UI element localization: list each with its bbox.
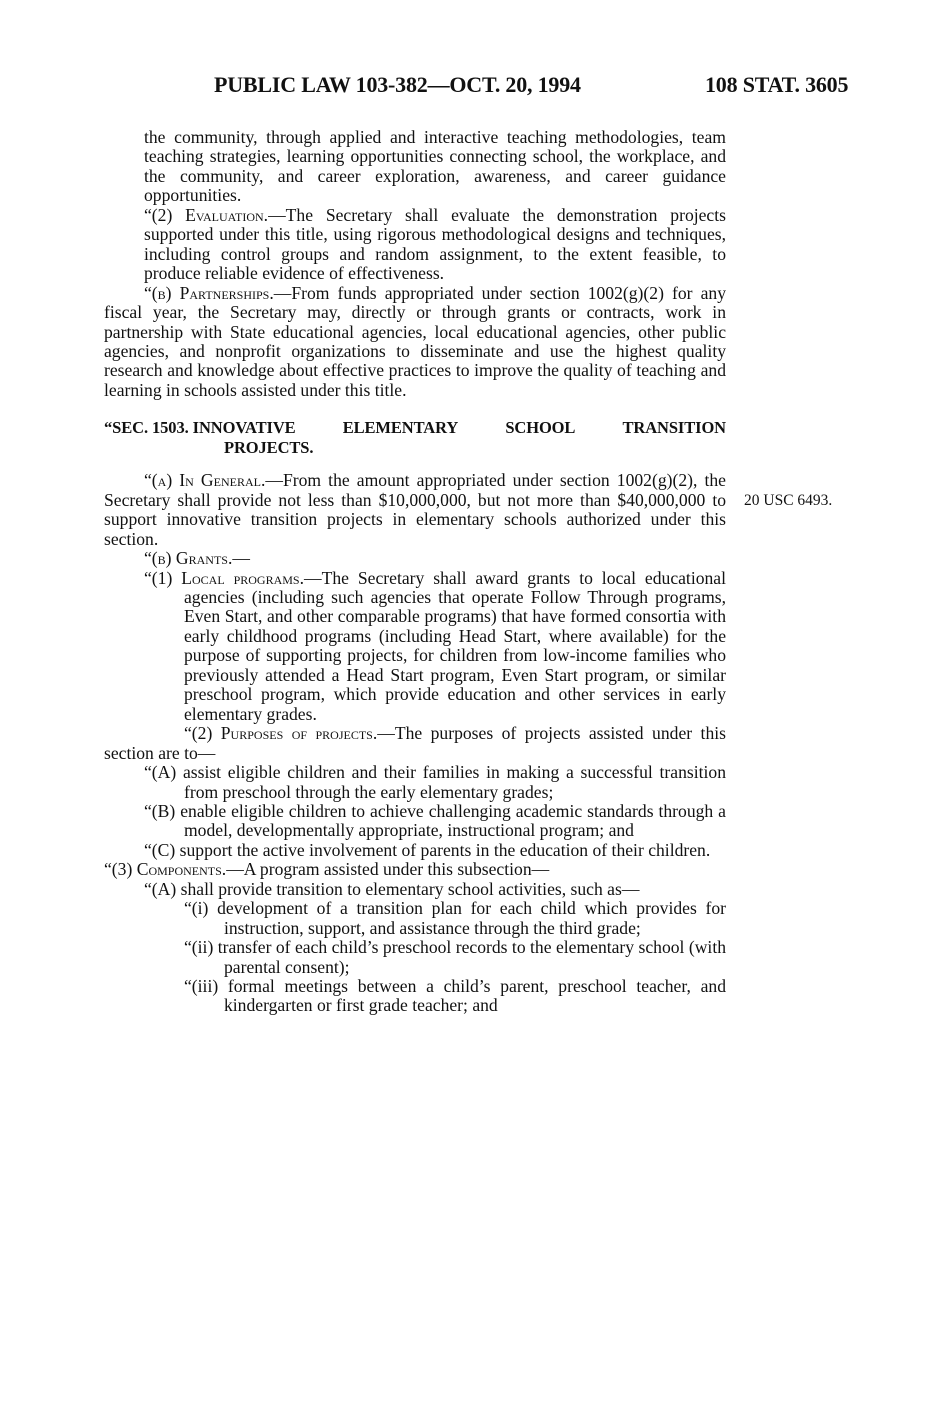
paragraph-text: —From the amount appropriated under section 1002(g)(2), the Secretary shall provide not less than $10,000,000, but not more than $40,000,000 to support innovative transition projects in elementary schools authorized under this section. [104, 470, 726, 549]
paragraph-label: “(2) Evaluation. [144, 204, 269, 225]
page-header [0, 72, 949, 108]
paragraph-purpose-c: “(C) support the active involvement of parents in the education of their children. [144, 839, 711, 860]
paragraph-component-a: “(A) shall provide transition to elementary school activities, such as— [144, 878, 640, 899]
paragraph-label: “(b) Partnerships. [144, 282, 274, 303]
paragraph-label: “(3) Components. [104, 859, 227, 880]
section-heading-line2: PROJECTS. [224, 437, 314, 457]
paragraph-in-general [104, 471, 726, 549]
paragraph-text: —A program assisted under this subsection— [226, 859, 550, 880]
paragraph-label: “(2) Purposes of projects. [184, 723, 378, 744]
header-stat-page: 108 STAT. 3605 [705, 72, 849, 97]
paragraph-purpose-a: “(A) assist eligible children and their families in making a successful transition from preschool through the early elementary grades; [144, 762, 726, 802]
paragraph-label: “(1) Local programs. [144, 567, 305, 588]
paragraph-text: —From funds appropriated under section 1002(g)(2) for any fiscal year, the Secretary may, directly or through grants or contracts, work in partnership with State educational agencies, local educational agencies, other public agencies, and nonprofit organizations to disseminate and use the highest quality research and knowledge about effective practices to improve the quality of teaching and learning in schools assisted under this title. [104, 282, 726, 400]
paragraph-text: — [232, 548, 250, 569]
paragraph-local-programs [144, 567, 727, 725]
section-heading-word: TRANSITION [622, 418, 726, 438]
section-heading-word: ELEMENTARY [342, 418, 459, 438]
paragraph-label: “(b) Grants. [144, 548, 233, 569]
paragraph-text: —The Secretary shall evaluate the demonstration projects supported under this title, using rigorous methodological designs and techniques, including control groups and random assignment, to the extent feasible, to produce reliable evidence of effectiveness. [144, 204, 726, 284]
margin-note-usc: 20 USC 6493. [744, 492, 833, 509]
paragraph-components [104, 859, 726, 880]
section-heading [104, 418, 726, 457]
section-heading-word: SCHOOL [505, 418, 576, 438]
header-law-citation: PUBLIC LAW 103-382—OCT. 20, 1994 [214, 72, 581, 97]
paragraph-continuation: the community, through applied and interactive teaching methodologies, team teaching strategies, learning opportunities connecting school, the workplace, and the community, and career exploration, awareness, and career guidance opportunities. [144, 127, 726, 206]
paragraph-text: —The purposes of projects assisted under this section are to— [104, 723, 726, 763]
paragraph-component-iii: “(iii) formal meetings between a child’s parent, preschool teacher, and kindergarten or first grade teacher; and [184, 976, 726, 1016]
paragraph-partnerships [104, 284, 726, 401]
paragraph-purpose-b: “(B) enable eligible children to achieve challenging academic standards through a model, developmentally appropriate, instructional program; and [144, 800, 726, 841]
paragraph-component-ii: “(ii) transfer of each child’s preschool records to the elementary school (with parental consent); [184, 937, 726, 977]
paragraph-purposes [104, 724, 726, 763]
body-text [104, 128, 726, 1016]
paragraph-component-i: “(i) development of a transition plan for each child which provides for instruction, support, and assistance through the third grade; [184, 898, 726, 938]
paragraph-grants [104, 549, 726, 568]
paragraph-text: —The Secretary shall award grants to local educational agencies (including such agencies that operate Follow Through programs, Even Start, and other comparable programs) that have formed consortia with early childhood programs (including Head Start, where available) for the purpose of supporting projects, for children from low-income families who previously attended a Head Start program, Even Start program, or similar preschool program, which provide education and other services in early elementary grades. [184, 567, 727, 724]
paragraph-evaluation [144, 206, 726, 284]
paragraph-label: “(a) In General. [144, 470, 266, 491]
section-heading-word: “SEC. 1503. INNOVATIVE [104, 418, 296, 438]
